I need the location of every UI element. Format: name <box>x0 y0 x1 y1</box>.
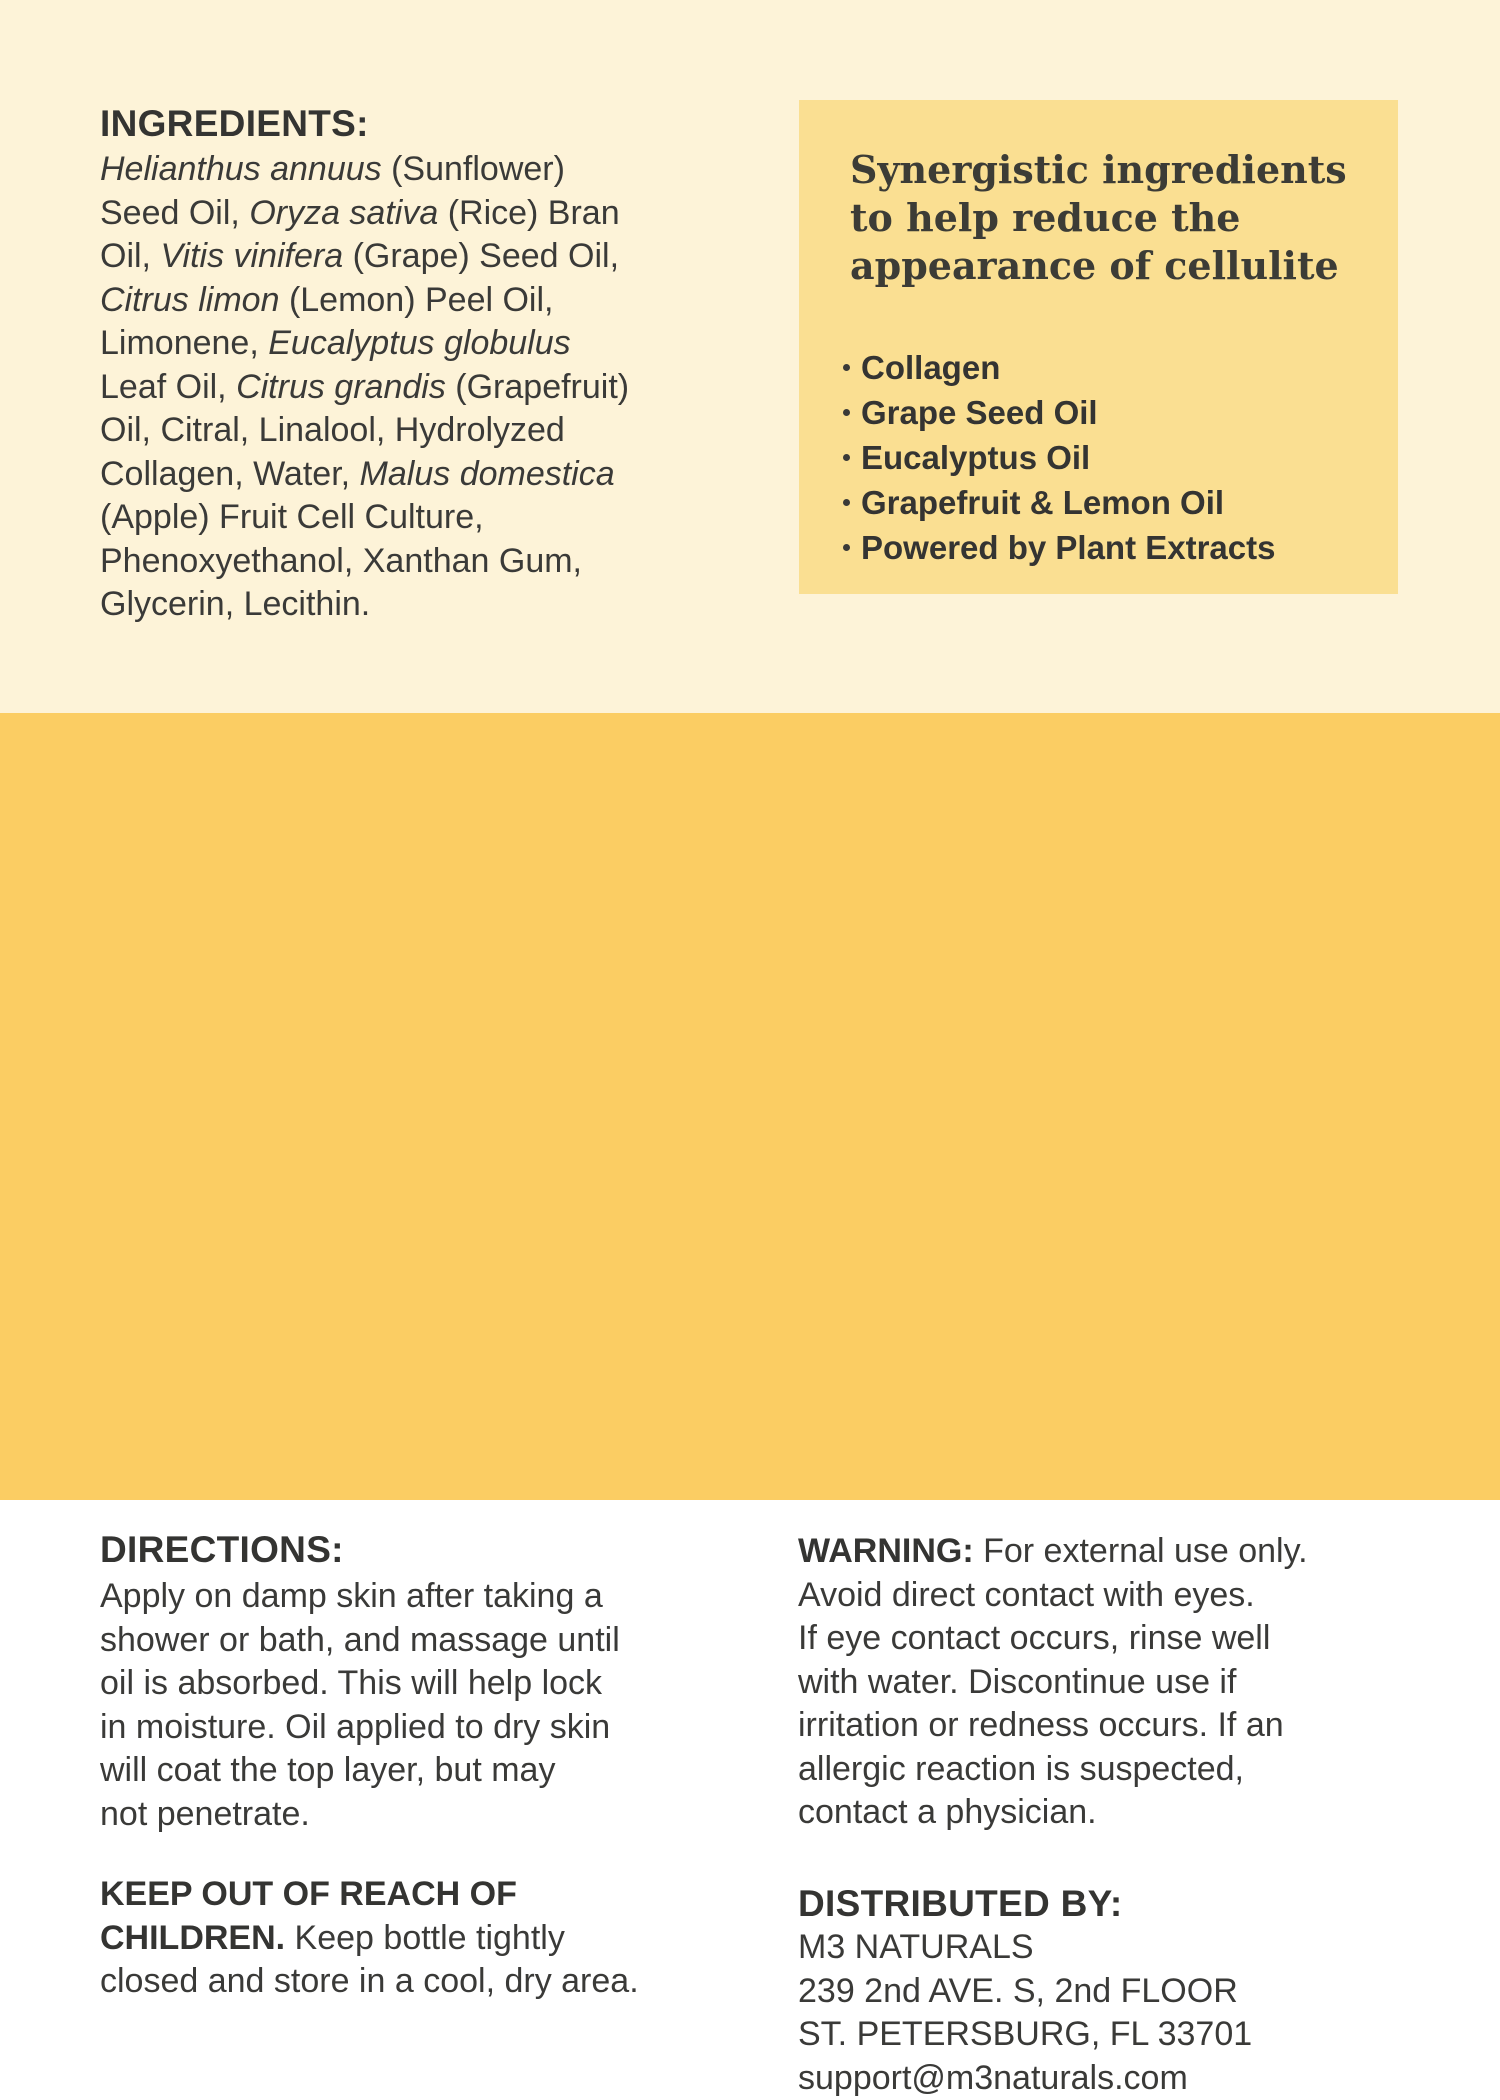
directions-block <box>100 1528 620 1836</box>
benefit-item-label: Eucalyptus Oil <box>861 438 1091 476</box>
bullet-dot-icon <box>843 499 850 506</box>
ingredients-heading: INGREDIENTS: <box>100 103 369 144</box>
ingredients-block <box>100 102 629 627</box>
benefit-item <box>843 435 1275 480</box>
keep-out-of-reach-block: KEEP OUT OF REACH OF CHILDREN. Keep bottle tightly closed and store in a cool, dry area. <box>100 1875 639 2000</box>
bullet-dot-icon <box>843 454 850 461</box>
benefits-heading: Synergistic ingredients to help reduce the appearance of cellulite <box>850 147 1347 288</box>
bullet-dot-icon <box>843 544 850 551</box>
benefit-item-label: Grape Seed Oil <box>861 393 1098 431</box>
bullet-dot-icon <box>843 364 850 371</box>
bullet-dot-icon <box>843 409 850 416</box>
benefits-list <box>843 345 1275 570</box>
ingredients-section <box>0 0 1500 713</box>
directions-text: Apply on damp skin after taking a shower or bath, and massage until oil is absorbed. This will help lock in moisture. Oil applied to dry skin will coat the top layer, but may not penetrate. <box>100 1577 620 1833</box>
benefit-item-label: Powered by Plant Extracts <box>861 528 1276 566</box>
benefit-item <box>843 525 1275 570</box>
distributed-by-text: M3 NATURALS 239 2nd AVE. S, 2nd FLOOR ST. PETERSBURG, FL 33701 support@m3naturals.com <box>798 1928 1253 2097</box>
distributed-by-heading: DISTRIBUTED BY: <box>798 1883 1123 1924</box>
benefit-item <box>843 345 1275 390</box>
benefit-item <box>843 390 1275 435</box>
benefits-box <box>799 100 1398 594</box>
benefit-item-label: Grapefruit & Lemon Oil <box>861 483 1225 521</box>
benefit-item <box>843 480 1275 525</box>
benefit-item-label: Collagen <box>861 348 1001 386</box>
directions-heading: DIRECTIONS: <box>100 1529 344 1570</box>
distributed-by-block <box>798 1882 1252 2100</box>
usage-section <box>0 713 1500 2097</box>
ingredients-text: Helianthus annuus (Sunflower) Seed Oil, Oryza sativa (Rice) Bran Oil, Vitis vinifera (Grape) Seed Oil, Citrus limon (Lemon) Peel Oil, Limonene, Eucalyptus globulus Leaf Oil, Citrus grandis (Grapefruit) Oil, Citral, Linalool, Hydrolyzed Collagen, Water, Malus domestica (Apple) Fruit Cell Culture, Phenoxyethanol, Xanthan Gum, Glycerin, Lecithin. <box>100 150 630 623</box>
warning-block: WARNING: For external use only. Avoid direct contact with eyes. If eye contact occurs, rinse well with water. Discontinue use if irritation or redness occurs. If an allergic reaction is suspected, contact a physician. <box>798 1532 1308 1831</box>
